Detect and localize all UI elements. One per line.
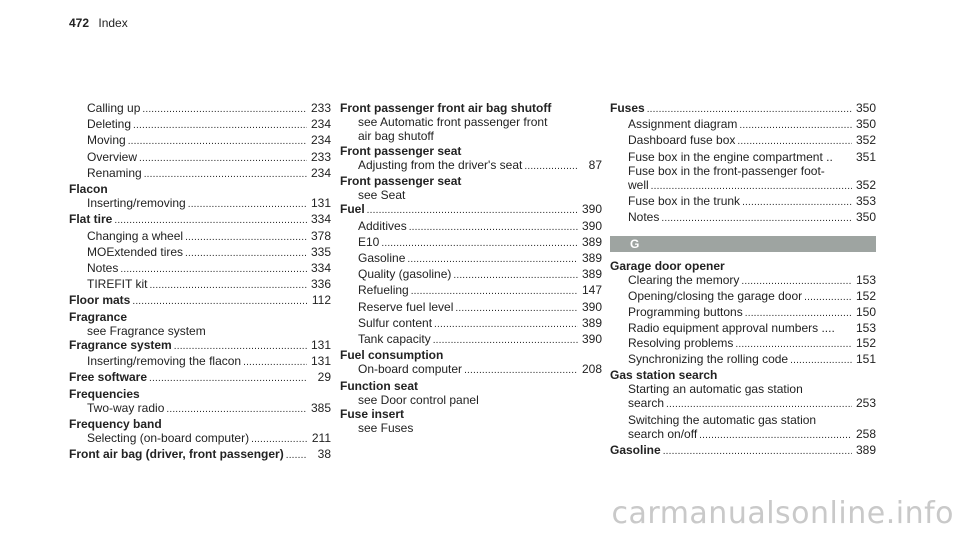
index-subentry[interactable] xyxy=(610,382,876,412)
leader-dots xyxy=(114,214,307,228)
index-entry[interactable] xyxy=(340,348,602,362)
page-header xyxy=(69,16,128,30)
page-ref[interactable]: 352 xyxy=(855,178,876,193)
page-ref[interactable]: 334 xyxy=(310,212,331,227)
entry-label: Additives xyxy=(358,218,407,233)
entry-row xyxy=(340,158,602,174)
entry-label: Opening/closing the garage door xyxy=(628,289,803,304)
entry-row xyxy=(69,354,331,370)
entry-label: On-board computer xyxy=(358,362,463,377)
page-ref[interactable]: 350 xyxy=(855,101,876,115)
page-ref[interactable]: 234 xyxy=(310,133,331,148)
page-ref[interactable]: 233 xyxy=(310,101,331,115)
entry-row xyxy=(340,300,602,316)
entry-label: Quality (gasoline) xyxy=(358,267,452,282)
page-ref[interactable]: 234 xyxy=(310,165,331,180)
entry-row xyxy=(69,324,331,338)
page-ref[interactable]: 150 xyxy=(855,305,876,320)
index-subentry[interactable] xyxy=(69,166,331,182)
entry-row xyxy=(340,421,602,435)
entry-row xyxy=(610,396,876,412)
leader-dots xyxy=(699,429,852,443)
entry-row xyxy=(610,194,876,210)
page-ref[interactable]: 38 xyxy=(317,447,331,462)
entry-row xyxy=(69,212,331,228)
entry-label: Inserting/removing the flacon xyxy=(87,354,242,369)
entry-label: Flacon xyxy=(69,182,108,197)
entry-label-continued: search on/off xyxy=(628,426,698,441)
entry-row xyxy=(610,289,876,305)
entry-row xyxy=(69,166,331,182)
entry-label: Fuel consumption xyxy=(340,348,444,363)
page-ref[interactable]: 390 xyxy=(581,202,602,217)
watermark: carmanualsonline.info xyxy=(611,496,954,531)
index-subentry[interactable] xyxy=(69,101,331,117)
entry-label: Fuel xyxy=(340,202,365,217)
entry-row xyxy=(340,393,602,407)
leader-dots xyxy=(661,212,852,226)
index-subentry[interactable] xyxy=(69,431,331,447)
index-column-3 xyxy=(610,101,876,459)
entry-row xyxy=(69,401,331,417)
page-ref[interactable]: 253 xyxy=(855,396,876,411)
entry-row xyxy=(69,182,331,196)
index-subentry[interactable] xyxy=(340,158,602,174)
entry-label: Free software xyxy=(69,370,148,385)
entry-label: Function seat xyxy=(340,378,419,393)
index-subentry[interactable] xyxy=(340,115,602,143)
entry-row xyxy=(69,261,331,277)
leader-dots xyxy=(651,180,852,194)
entry-label: Starting an automatic gas station xyxy=(628,382,803,397)
entry-label: Frequency band xyxy=(69,417,162,432)
leader-dots xyxy=(790,354,852,368)
entry-row xyxy=(610,336,876,352)
index-subentry[interactable] xyxy=(69,196,331,212)
index-subentry[interactable] xyxy=(340,393,602,407)
page-number: 472 xyxy=(69,16,90,30)
index-subentry[interactable] xyxy=(610,305,876,321)
leader-dots xyxy=(142,103,307,117)
entry-row xyxy=(69,277,331,293)
leader-dots xyxy=(149,372,307,386)
index-subentry[interactable] xyxy=(69,354,331,370)
index-subentry[interactable] xyxy=(69,401,331,417)
leader-dots xyxy=(804,291,852,305)
entry-label: Overview xyxy=(87,149,138,164)
index-subentry[interactable] xyxy=(69,261,331,277)
entry-row xyxy=(69,417,331,431)
index-subentry[interactable] xyxy=(610,413,876,443)
entry-label: Assignment diagram xyxy=(628,117,738,132)
entry-label: Notes xyxy=(628,210,660,225)
entry-label: see Fuses xyxy=(358,421,414,436)
entry-label: E10 xyxy=(358,234,380,249)
index-subentry[interactable] xyxy=(610,117,876,133)
page-ref[interactable]: 389 xyxy=(581,315,602,330)
index-subentry[interactable] xyxy=(610,164,876,194)
index-subentry[interactable] xyxy=(69,150,331,166)
entry-row xyxy=(340,129,602,143)
leader-dots xyxy=(128,135,307,149)
entry-label: Fuse box in the engine compartment .. xyxy=(628,149,833,164)
leader-dots xyxy=(381,237,578,251)
index-subentry[interactable] xyxy=(340,300,602,316)
entry-row xyxy=(610,305,876,321)
index-subentry[interactable] xyxy=(610,321,876,335)
entry-label: Front passenger front air bag shutoff xyxy=(340,101,552,115)
entry-label: Resolving problems xyxy=(628,335,734,350)
entry-label: Clearing the memory xyxy=(628,272,740,287)
entry-label: Two-way radio xyxy=(87,400,165,415)
leader-dots xyxy=(735,338,852,352)
leader-dots xyxy=(464,364,578,378)
index-subentry[interactable] xyxy=(340,235,602,251)
entry-row xyxy=(610,443,876,459)
entry-row xyxy=(610,117,876,133)
entry-label: Frequencies xyxy=(69,386,140,401)
entry-row xyxy=(69,387,331,401)
index-entry[interactable] xyxy=(610,443,876,459)
entry-label: Floor mats xyxy=(69,293,131,308)
entry-label: Notes xyxy=(87,261,119,276)
leader-dots xyxy=(188,198,307,212)
page-ref[interactable]: 131 xyxy=(310,354,331,369)
leader-dots xyxy=(132,295,307,309)
entry-row xyxy=(340,101,602,115)
entry-label: see Fragrance system xyxy=(87,323,206,338)
leader-dots xyxy=(149,279,307,293)
leader-dots xyxy=(120,263,307,277)
page-ref[interactable]: 152 xyxy=(855,335,876,350)
entry-label: see Door control panel xyxy=(358,392,479,407)
leader-dots xyxy=(139,152,307,166)
entry-row xyxy=(69,338,331,354)
entry-row xyxy=(340,283,602,299)
leader-dots xyxy=(185,231,307,245)
page-ref[interactable]: 353 xyxy=(855,194,876,209)
entry-label: Reserve fuel level xyxy=(358,299,454,314)
entry-label: Fuse box in the trunk xyxy=(628,194,741,209)
entry-row xyxy=(69,150,331,166)
entry-row xyxy=(340,188,602,202)
entry-row xyxy=(610,150,876,164)
page-ref[interactable]: 335 xyxy=(310,244,331,259)
entry-label: Synchronizing the rolling code xyxy=(628,351,789,366)
page-ref[interactable]: 151 xyxy=(855,351,876,366)
index-subentry[interactable] xyxy=(610,194,876,210)
leader-dots xyxy=(185,247,307,261)
page-ref[interactable]: 352 xyxy=(855,133,876,148)
page-ref[interactable]: 390 xyxy=(581,299,602,314)
entry-row xyxy=(340,251,602,267)
index-subentry[interactable] xyxy=(69,229,331,245)
entry-label-continued: air bag shutoff xyxy=(358,129,434,144)
entry-label: see Automatic front passenger front xyxy=(358,115,548,130)
entry-row xyxy=(610,101,876,117)
index-subentry[interactable] xyxy=(340,251,602,267)
page-ref[interactable]: 29 xyxy=(317,370,331,385)
entry-row xyxy=(69,293,331,309)
entry-label: Renaming xyxy=(87,165,142,180)
page-ref[interactable]: 147 xyxy=(581,283,602,298)
leader-dots xyxy=(251,433,307,447)
entry-label: Selecting (on-board computer) xyxy=(87,431,250,446)
leader-dots xyxy=(407,253,578,267)
index-entry[interactable] xyxy=(69,338,331,354)
leader-dots xyxy=(666,398,852,412)
leader-dots xyxy=(411,285,578,299)
entry-row xyxy=(340,362,602,378)
leader-dots xyxy=(133,119,307,133)
page-ref[interactable]: 389 xyxy=(581,251,602,266)
page-ref[interactable]: 350 xyxy=(855,117,876,132)
index-entry[interactable] xyxy=(610,368,876,382)
leader-dots xyxy=(737,135,852,149)
index-column-1 xyxy=(69,101,331,464)
index-subentry[interactable] xyxy=(610,150,876,164)
index-entry[interactable] xyxy=(69,417,331,431)
leader-dots xyxy=(434,318,578,332)
page-ref[interactable]: 389 xyxy=(581,234,602,249)
leader-dots xyxy=(741,275,852,289)
entry-label: MOExtended tires xyxy=(87,244,184,259)
entry-row xyxy=(69,101,331,117)
entry-label: Switching the automatic gas station xyxy=(628,412,817,427)
index-subentry[interactable] xyxy=(340,362,602,378)
entry-label: Gasoline xyxy=(358,251,406,266)
entry-label: Fragrance xyxy=(69,309,128,324)
entry-label: Programming buttons xyxy=(628,305,743,320)
page-ref[interactable]: 87 xyxy=(588,157,602,172)
index-entry[interactable] xyxy=(69,447,331,463)
entry-row xyxy=(610,210,876,226)
entry-row xyxy=(340,267,602,283)
page-ref[interactable]: 385 xyxy=(310,400,331,415)
entry-label: Dashboard fuse box xyxy=(628,133,736,148)
index-subentry[interactable] xyxy=(69,117,331,133)
entry-label: Gas station search xyxy=(610,368,718,383)
entry-label: Gasoline xyxy=(610,443,661,458)
entry-row xyxy=(610,259,876,273)
entry-row xyxy=(340,348,602,362)
entry-row xyxy=(340,316,602,332)
entry-row xyxy=(340,144,602,158)
entry-row xyxy=(69,431,331,447)
entry-row xyxy=(340,202,602,218)
page-ref[interactable]: 153 xyxy=(855,321,876,336)
index-entry[interactable] xyxy=(69,310,331,324)
index-subentry[interactable] xyxy=(340,188,602,202)
page-ref[interactable]: 390 xyxy=(581,218,602,233)
section-title: Index xyxy=(98,16,128,30)
entry-label: Adjusting from the driver's seat xyxy=(358,157,523,172)
index-entry[interactable] xyxy=(340,202,602,218)
leader-dots xyxy=(739,119,852,133)
entry-row xyxy=(340,407,602,421)
leader-dots xyxy=(409,221,578,235)
index-entry[interactable] xyxy=(340,144,602,158)
index-subentry[interactable] xyxy=(340,283,602,299)
page-ref[interactable]: 131 xyxy=(310,196,331,211)
page-ref[interactable]: 131 xyxy=(310,338,331,353)
section-letter-header: G xyxy=(610,236,876,252)
entry-row xyxy=(340,174,602,188)
index-subentry[interactable] xyxy=(340,332,602,348)
entry-row xyxy=(610,178,876,194)
entry-label: Flat tire xyxy=(69,212,113,227)
entry-row xyxy=(69,117,331,133)
entry-row xyxy=(610,427,876,443)
entry-row xyxy=(340,332,602,348)
index-entry[interactable] xyxy=(340,379,602,393)
entry-label: Front passenger seat xyxy=(340,143,462,158)
entry-label: Fuse insert xyxy=(340,407,405,422)
entry-label: Front air bag (driver, front passenger) xyxy=(69,447,284,462)
entry-label: Front passenger seat xyxy=(340,174,462,189)
index-entry[interactable] xyxy=(69,387,331,401)
entry-label: Calling up xyxy=(87,101,141,115)
page-ref[interactable]: 334 xyxy=(310,261,331,276)
index-entry[interactable] xyxy=(340,407,602,421)
entry-row xyxy=(69,245,331,261)
entry-row xyxy=(69,196,331,212)
entry-label: Fuse box in the front-passenger foot- xyxy=(628,163,825,178)
entry-label: see Seat xyxy=(358,188,406,203)
entry-label-continued: well xyxy=(628,178,649,193)
index-entry[interactable] xyxy=(69,370,331,386)
page-ref[interactable]: 208 xyxy=(581,362,602,377)
index-subentry[interactable] xyxy=(69,324,331,338)
entry-label: Refueling xyxy=(358,283,409,298)
index-subentry[interactable] xyxy=(69,245,331,261)
leader-dots xyxy=(455,302,578,316)
entry-row xyxy=(69,133,331,149)
entry-label: Tank capacity xyxy=(358,332,431,347)
page-ref[interactable]: 389 xyxy=(581,267,602,282)
entry-label: TIREFIT kit xyxy=(87,277,148,292)
leader-dots xyxy=(453,269,578,283)
leader-dots xyxy=(745,307,852,321)
index-entry[interactable] xyxy=(69,182,331,196)
entry-row xyxy=(610,352,876,368)
index-entry[interactable] xyxy=(340,174,602,188)
entry-row xyxy=(610,133,876,149)
page-ref[interactable]: 112 xyxy=(311,293,331,308)
index-entry[interactable] xyxy=(610,259,876,273)
entry-label: Sulfur content xyxy=(358,315,433,330)
page-ref[interactable]: 211 xyxy=(311,431,331,446)
page-ref[interactable]: 350 xyxy=(855,210,876,225)
entry-label: Deleting xyxy=(87,117,132,132)
index-subentry[interactable] xyxy=(610,210,876,226)
index-entry[interactable] xyxy=(340,101,602,115)
leader-dots xyxy=(243,356,307,370)
page-ref[interactable]: 390 xyxy=(581,332,602,347)
page-ref[interactable]: 233 xyxy=(310,149,331,164)
entry-row xyxy=(610,273,876,289)
index-subentry[interactable] xyxy=(610,133,876,149)
leader-dots xyxy=(647,103,852,117)
leader-dots xyxy=(524,160,578,174)
entry-row xyxy=(610,368,876,382)
entry-label: Inserting/removing xyxy=(87,196,186,211)
entry-row xyxy=(610,321,876,335)
index-entry[interactable] xyxy=(69,293,331,309)
entry-label: Fragrance system xyxy=(69,338,172,353)
index-column-2 xyxy=(340,101,602,435)
index-entry[interactable] xyxy=(69,212,331,228)
leader-dots xyxy=(166,403,307,417)
entry-row xyxy=(340,235,602,251)
page-ref[interactable]: 351 xyxy=(855,149,876,164)
index-subentry[interactable] xyxy=(610,273,876,289)
entry-label: Moving xyxy=(87,133,126,148)
entry-row xyxy=(340,379,602,393)
entry-label: Fuses xyxy=(610,101,645,115)
page-ref[interactable]: 389 xyxy=(855,443,876,458)
page-ref[interactable]: 152 xyxy=(855,289,876,304)
index-entry[interactable] xyxy=(610,101,876,117)
entry-label: Garage door opener xyxy=(610,258,725,273)
page-ref[interactable]: 336 xyxy=(310,277,331,292)
index-subentry[interactable] xyxy=(610,336,876,352)
leader-dots xyxy=(367,204,578,218)
entry-label-continued: search xyxy=(628,396,665,411)
index-subentry[interactable] xyxy=(69,277,331,293)
index-subentry[interactable] xyxy=(340,267,602,283)
entry-label: Radio equipment approval numbers .... xyxy=(628,321,835,336)
entry-row xyxy=(69,229,331,245)
leader-dots xyxy=(663,445,852,459)
index-subentry[interactable] xyxy=(610,289,876,305)
leader-dots xyxy=(174,340,307,354)
page-ref[interactable]: 234 xyxy=(310,117,331,132)
index-subentry[interactable] xyxy=(340,219,602,235)
leader-dots xyxy=(742,196,852,210)
leader-dots xyxy=(433,334,578,348)
index-subentry[interactable] xyxy=(610,352,876,368)
index-subentry[interactable] xyxy=(340,421,602,435)
entry-row xyxy=(340,219,602,235)
entry-row xyxy=(69,370,331,386)
entry-row xyxy=(69,310,331,324)
entry-row xyxy=(69,447,331,463)
page-ref[interactable]: 153 xyxy=(855,272,876,287)
leader-dots xyxy=(286,449,307,463)
page-ref[interactable]: 258 xyxy=(855,426,876,441)
entry-label: Changing a wheel xyxy=(87,228,184,243)
page-ref[interactable]: 378 xyxy=(310,228,331,243)
index-subentry[interactable] xyxy=(69,133,331,149)
leader-dots xyxy=(144,168,307,182)
index-subentry[interactable] xyxy=(340,316,602,332)
